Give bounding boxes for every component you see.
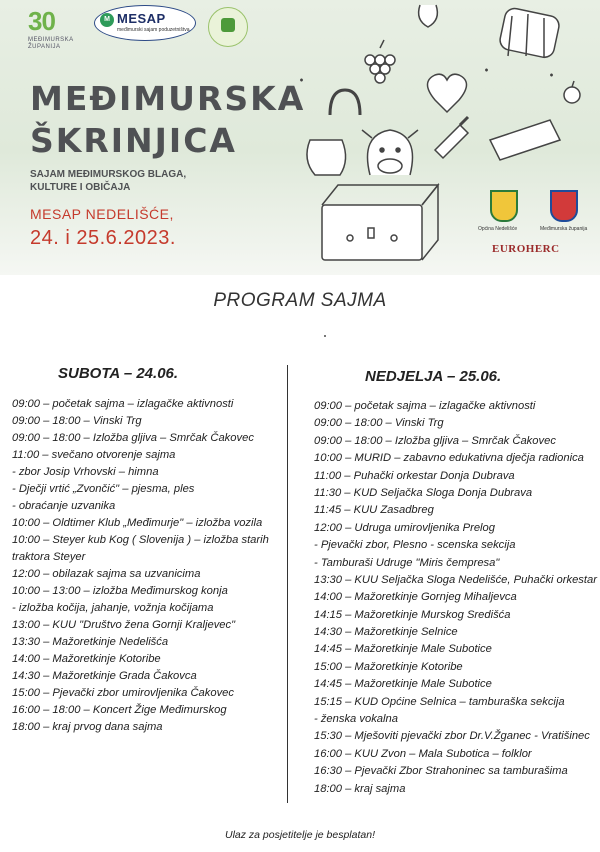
event-location: MESAP NEDELIŠĆE, — [30, 206, 174, 222]
schedule-item: - ženska vokalna — [314, 713, 398, 726]
county-30-line2: ŽUPANIJA — [28, 44, 61, 50]
schedule-item: 18:00 – kraj prvog dana sajma — [12, 721, 163, 733]
header-banner — [0, 0, 600, 275]
schedule-item: 16:00 – 18:00 – Koncert Žige Međimurskog — [12, 704, 227, 716]
schedule-item: 14:00 – Mažoretkinje Kotoribe — [12, 653, 161, 665]
sunday-schedule — [314, 398, 600, 798]
county-30-logo — [28, 6, 78, 50]
county-30-number: 30 — [28, 6, 55, 36]
schedule-item: 14:30 – Mažoretkinje Grada Čakovca — [12, 670, 197, 682]
schedule-item: 10:00 – Steyer kub Kog ( Slovenija ) – izložba starih — [12, 534, 269, 546]
schedule-item: 11:00 – svečano otvorenje sajma — [12, 449, 176, 461]
schedule-item: 14:00 – Mažoretkinje Gornjeg Mihaljevca — [314, 591, 517, 604]
schedule-item: 15:30 – Mješoviti pjevački zbor Dr.V.Žganec - Vratišinec — [314, 730, 590, 743]
zasadbreg-logo-icon — [221, 18, 235, 32]
county-30-line1: MEĐIMURSKA — [28, 37, 74, 43]
mesap-name: MESAP — [117, 11, 166, 26]
schedule-item: - zbor Josip Vrhovski – himna — [12, 466, 159, 478]
schedule-item: 09:00 – 18:00 – Vinski Trg — [314, 417, 444, 430]
schedule-item: 14:45 – Mažoretkinje Male Subotice — [314, 678, 492, 691]
schedule-item: 18:00 – kraj sajma — [314, 782, 406, 795]
schedule-item: 14:45 – Mažoretkinje Male Subotice — [314, 643, 492, 656]
schedule-item: 09:00 – 18:00 – Vinski Trg — [12, 415, 142, 427]
schedule-item: 11:00 – Puhački orkestar Donja Dubrava — [314, 469, 515, 482]
event-subtitle — [30, 168, 186, 194]
program-title: PROGRAM SAJMA — [213, 290, 387, 311]
schedule-item: 11:30 – KUD Seljačka Sloga Donja Dubrava — [314, 486, 533, 499]
schedule-item: 13:30 – KUU Seljačka Sloga Nedelišće, Puhački orkestar — [314, 573, 597, 586]
event-dates: 24. i 25.6.2023. — [30, 227, 176, 249]
event-title — [30, 78, 305, 162]
schedule-item: 09:00 – 18:00 – Izložba gljiva – Smrčak Čakovec — [12, 432, 254, 444]
schedule-item: 10:00 – Oldtimer Klub „Međimurje" – izložba vozila — [12, 517, 263, 529]
schedule-item: - izložba kočija, jahanje, vožnja kočijama — [12, 602, 214, 614]
schedule-item: 14:15 – Mažoretkinje Murskog Središća — [314, 608, 511, 621]
mesap-logo — [94, 5, 196, 41]
schedule-item: 09:00 – početak sajma – izlagačke aktivnosti — [12, 398, 234, 410]
schedule-item: 16:30 – Pjevački Zbor Strahoninec sa tamburašima — [314, 765, 568, 778]
schedule-item: 14:30 – Mažoretkinje Selnice — [314, 626, 458, 639]
schedule-item: - obraćanje uzvanika — [12, 500, 116, 512]
sponsor-logo: EUROHERC — [492, 243, 560, 255]
schedule-item: 09:00 – početak sajma – izlagačke aktivnosti — [314, 400, 536, 412]
zasadbreg-logo — [208, 7, 248, 47]
municipality-label: Općina Nedelišće — [478, 226, 518, 232]
event-title-line2: ŠKRINJICA — [30, 121, 237, 160]
schedule-item: 15:15 – KUD Općine Selnica – tamburaška sekcija — [314, 695, 565, 708]
saturday-schedule — [12, 396, 286, 736]
saturday-heading: SUBOTA – 24.06. — [58, 365, 179, 382]
mesap-mark-icon: M — [100, 13, 114, 27]
schedule-item: 09:00 – 18:00 – Izložba gljiva – Smrčak Čakovec — [314, 434, 556, 447]
county-label: Međimurska županija — [540, 226, 588, 232]
schedule-item: 13:00 – KUU "Društvo žena Gornji Kraljevec" — [12, 619, 236, 631]
event-subtitle-line2: KULTURE I OBIČAJA — [30, 182, 131, 193]
schedule-item: 11:45 – KUU Zasadbreg — [314, 504, 434, 517]
schedule-item: 10:00 – 13:00 – izložba Međimurskog konja — [12, 585, 228, 597]
schedule-item: traktora Steyer — [12, 551, 86, 563]
free-entry-note: Ulaz za posjetitelje je besplatan! — [224, 829, 375, 841]
schedule-item: 12:00 – Udruga umirovljenika Prelog — [314, 521, 495, 534]
schedule-item: - Pjevački zbor, Plesno - scenska sekcija — [314, 539, 516, 552]
event-subtitle-line1: SAJAM MEĐIMURSKOG BLAGA, — [30, 169, 187, 180]
schedule-item: - Dječji vrtić „Zvončić" – pjesma, ples — [12, 483, 195, 495]
nedelisce-crest-icon — [490, 190, 518, 222]
schedule-item: 15:00 – Pjevački zbor umirovljenika Čakovec — [12, 687, 234, 699]
county-crest-icon — [550, 190, 578, 222]
event-title-line1: MEĐIMURSKA — [30, 79, 306, 118]
schedule-item: 16:00 – KUU Zvon – Mala Subotica – folklor — [314, 747, 532, 760]
mesap-tagline: međimurski sajam poduzetništva — [117, 27, 190, 33]
schedule-item: 15:00 – Mažoretkinje Kotoribe — [314, 660, 463, 673]
schedule-item: 13:30 – Mažoretkinje Nedelišća — [12, 636, 169, 648]
schedule-item: - Tamburaši Udruge "Miris čempresa" — [314, 556, 500, 569]
column-divider — [287, 365, 288, 803]
schedule-item: 10:00 – MURID – zabavno edukativna dječja radionica — [314, 452, 584, 465]
decorative-dot — [324, 335, 326, 337]
sunday-heading: NEDJELJA – 25.06. — [365, 368, 502, 385]
schedule-item: 12:00 – obilazak sajma sa uzvanicima — [12, 568, 201, 580]
